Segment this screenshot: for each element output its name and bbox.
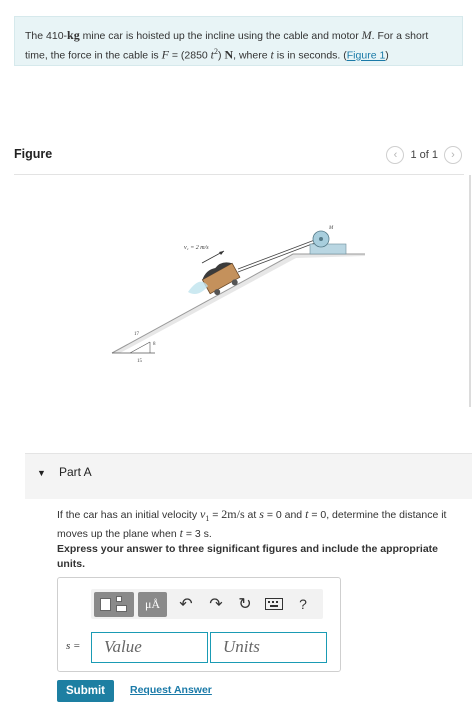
chevron-right-icon[interactable]: › [444,146,462,164]
mine-car-incline-figure [100,220,370,365]
mine-car [200,259,243,299]
problem-text: . For a short time, the force in the cable is [25,30,429,62]
scrollbar[interactable] [469,175,471,407]
time-symbol: t [210,47,215,62]
undo-icon[interactable]: ↶ [179,596,193,613]
problem-text: ) [218,49,225,62]
chevron-left-icon[interactable]: ‹ [386,146,404,164]
force-symbol: F [161,47,169,62]
template-square [116,605,127,612]
problem-text: = (2850 [168,49,211,62]
position-symbol: s [259,507,264,521]
keyboard-glyph [265,598,283,610]
velocity-value: 2m/s [221,507,245,521]
request-answer-link[interactable]: Request Answer [130,684,212,696]
time-symbol: t [305,507,309,521]
submit-button[interactable]: Submit [57,680,114,702]
value-input[interactable]: Value [91,632,208,663]
s-label: s = [66,640,81,652]
caret-down-icon[interactable]: ▼ [37,468,46,478]
velocity-arrowhead [219,251,224,255]
time-symbol: t [270,47,274,62]
templates-icon[interactable] [94,592,134,617]
slope-run-label: 15 [137,359,142,364]
question-fragment: at [244,509,260,521]
figure-link[interactable]: Figure 1 [346,49,386,62]
keyboard-icon[interactable] [263,594,285,614]
answer-box [57,577,341,672]
question-fragment: = 0, determine the distance it moves up the plane when [57,509,447,541]
question-fragment: = [209,509,222,521]
force-unit: N [224,47,234,62]
help-icon[interactable]: ? [299,596,307,612]
slope-hyp-label: 17 [134,332,139,337]
figure-pager [386,146,462,164]
redo-icon[interactable]: ↷ [209,596,223,613]
mass-unit: kg [67,28,80,42]
exponent: 2 [214,47,219,56]
incline-line [112,254,293,353]
velocity-label: v₁ = 2 m/s [184,245,209,251]
problem-text: is in seconds. ( [273,49,347,62]
problem-statement [14,16,463,66]
question-fragment: If the car has an initial velocity [57,509,200,521]
motion-blur [188,282,208,294]
math-toolbar [91,589,323,619]
part-a-header[interactable] [25,453,472,499]
velocity-symbol: v [200,507,206,521]
answer-instruction: Express your answer to three significant figures and include the appropriate units. [57,543,439,570]
problem-text: The 410- [25,30,68,42]
problem-text: ) [385,49,389,62]
motor-label: M [329,226,334,231]
motor-hub [319,237,323,241]
units-input[interactable]: Units [210,632,327,663]
pager-text: 1 of 1 [410,149,438,161]
velocity-subscript: 1 [205,514,210,524]
divider [14,174,464,175]
motor-base [310,244,346,254]
slope-rise-label: 8 [153,342,156,347]
template-square [116,596,122,602]
question-fragment: = 0 and [263,509,306,521]
template-square [100,598,111,611]
units-button[interactable]: μÅ [138,592,167,617]
question-fragment: = 3 s. [182,528,212,541]
problem-text: , where [233,49,271,62]
motor-symbol: M [361,28,372,42]
problem-text: mine car is hoisted up the incline using the cable and motor [79,30,362,42]
time-symbol: t [179,526,183,541]
reset-icon[interactable]: ↻ [238,596,252,613]
figure-title: Figure [14,147,53,161]
question-text [57,507,467,542]
part-title: Part A [59,465,92,479]
